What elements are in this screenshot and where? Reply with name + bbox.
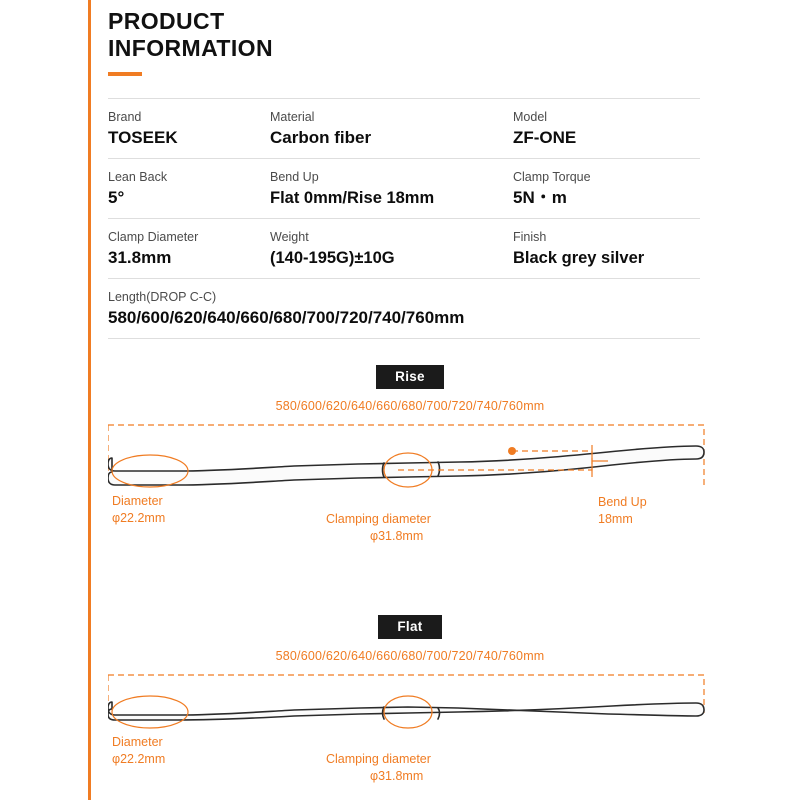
spec-label: Material	[270, 110, 315, 124]
clamping-diameter-value: φ31.8mm	[370, 769, 424, 783]
spec-cell-material	[270, 109, 513, 149]
spec-value: 580/600/620/640/660/680/700/720/740/760mm	[108, 308, 465, 327]
bend-up-point-marker	[508, 447, 516, 455]
title-underline	[108, 72, 142, 76]
left-accent-rule	[88, 0, 91, 800]
rise-handlebar-diagram	[108, 415, 712, 595]
spec-value: Black grey silver	[513, 249, 645, 267]
rise-length-caption: 580/600/620/640/660/680/700/720/740/760mm	[275, 399, 545, 413]
spec-value: Flat 0mm/Rise 18mm	[270, 189, 435, 207]
spec-label: Model	[513, 110, 548, 124]
spec-label: Weight	[270, 230, 309, 244]
diameter-label: Diameter	[112, 735, 163, 749]
rise-diagram-svg-wrap	[108, 415, 712, 595]
table-row	[108, 219, 700, 279]
spec-label: Clamp Diameter	[108, 230, 199, 244]
clamping-diameter-value: φ31.8mm	[370, 529, 424, 543]
table-row	[108, 279, 700, 339]
spec-cell-brand	[108, 109, 270, 149]
page-content	[108, 0, 712, 785]
table-row	[108, 159, 700, 219]
spec-cell-clamp-diameter	[108, 229, 270, 269]
rise-diagram-block	[108, 365, 712, 595]
rise-badge-wrap	[108, 365, 712, 389]
spec-label: Bend Up	[270, 170, 319, 184]
flat-length-caption: 580/600/620/640/660/680/700/720/740/760mm	[275, 649, 545, 663]
flat-handlebar-diagram	[108, 665, 712, 785]
status-badge-flat: Flat	[378, 615, 441, 639]
page-title-line-2: INFORMATION	[108, 35, 273, 61]
spec-cell-model	[513, 109, 700, 149]
flat-diagram-svg-wrap	[108, 665, 712, 785]
flat-handlebar-shape	[108, 702, 704, 720]
bend-up-label: Bend Up	[598, 495, 647, 509]
spec-value: (140-195G)±10G	[270, 249, 395, 267]
spec-label: Lean Back	[108, 170, 168, 184]
spec-cell-weight	[270, 229, 513, 269]
rise-handlebar-shape	[108, 446, 704, 485]
spec-value: ZF-ONE	[513, 128, 577, 147]
flat-diagram-block	[108, 615, 712, 785]
spec-label: Brand	[108, 110, 142, 124]
page-title-line-1: PRODUCT	[108, 8, 225, 34]
status-badge-rise: Rise	[376, 365, 444, 389]
diameter-label: Diameter	[112, 494, 163, 508]
spec-value: Carbon fiber	[270, 128, 372, 147]
flat-badge-wrap	[108, 615, 712, 639]
spec-value: 5N・m	[513, 188, 567, 207]
spec-cell-lean-back	[108, 169, 270, 209]
clamping-diameter-label: Clamping diameter	[326, 752, 431, 766]
spec-cell-finish	[513, 229, 700, 269]
spec-cell-clamp-torque	[513, 169, 700, 209]
spec-cell-bend-up	[270, 169, 513, 209]
spec-label: Clamp Torque	[513, 170, 591, 184]
spec-label: Length(DROP C-C)	[108, 290, 217, 304]
spec-value: TOSEEK	[108, 128, 178, 147]
page-header	[108, 0, 712, 76]
diameter-callout-ellipse	[112, 696, 188, 728]
bend-up-value: 18mm	[598, 512, 633, 526]
spec-label: Finish	[513, 230, 547, 244]
diameter-value: φ22.2mm	[112, 511, 166, 525]
specification-table	[108, 98, 700, 339]
spec-value: 31.8mm	[108, 248, 172, 267]
spec-cell-length	[108, 289, 700, 329]
page-title	[108, 8, 712, 62]
spec-value: 5°	[108, 188, 125, 207]
diameter-value: φ22.2mm	[112, 752, 166, 766]
clamping-diameter-label: Clamping diameter	[326, 512, 431, 526]
table-row	[108, 99, 700, 159]
